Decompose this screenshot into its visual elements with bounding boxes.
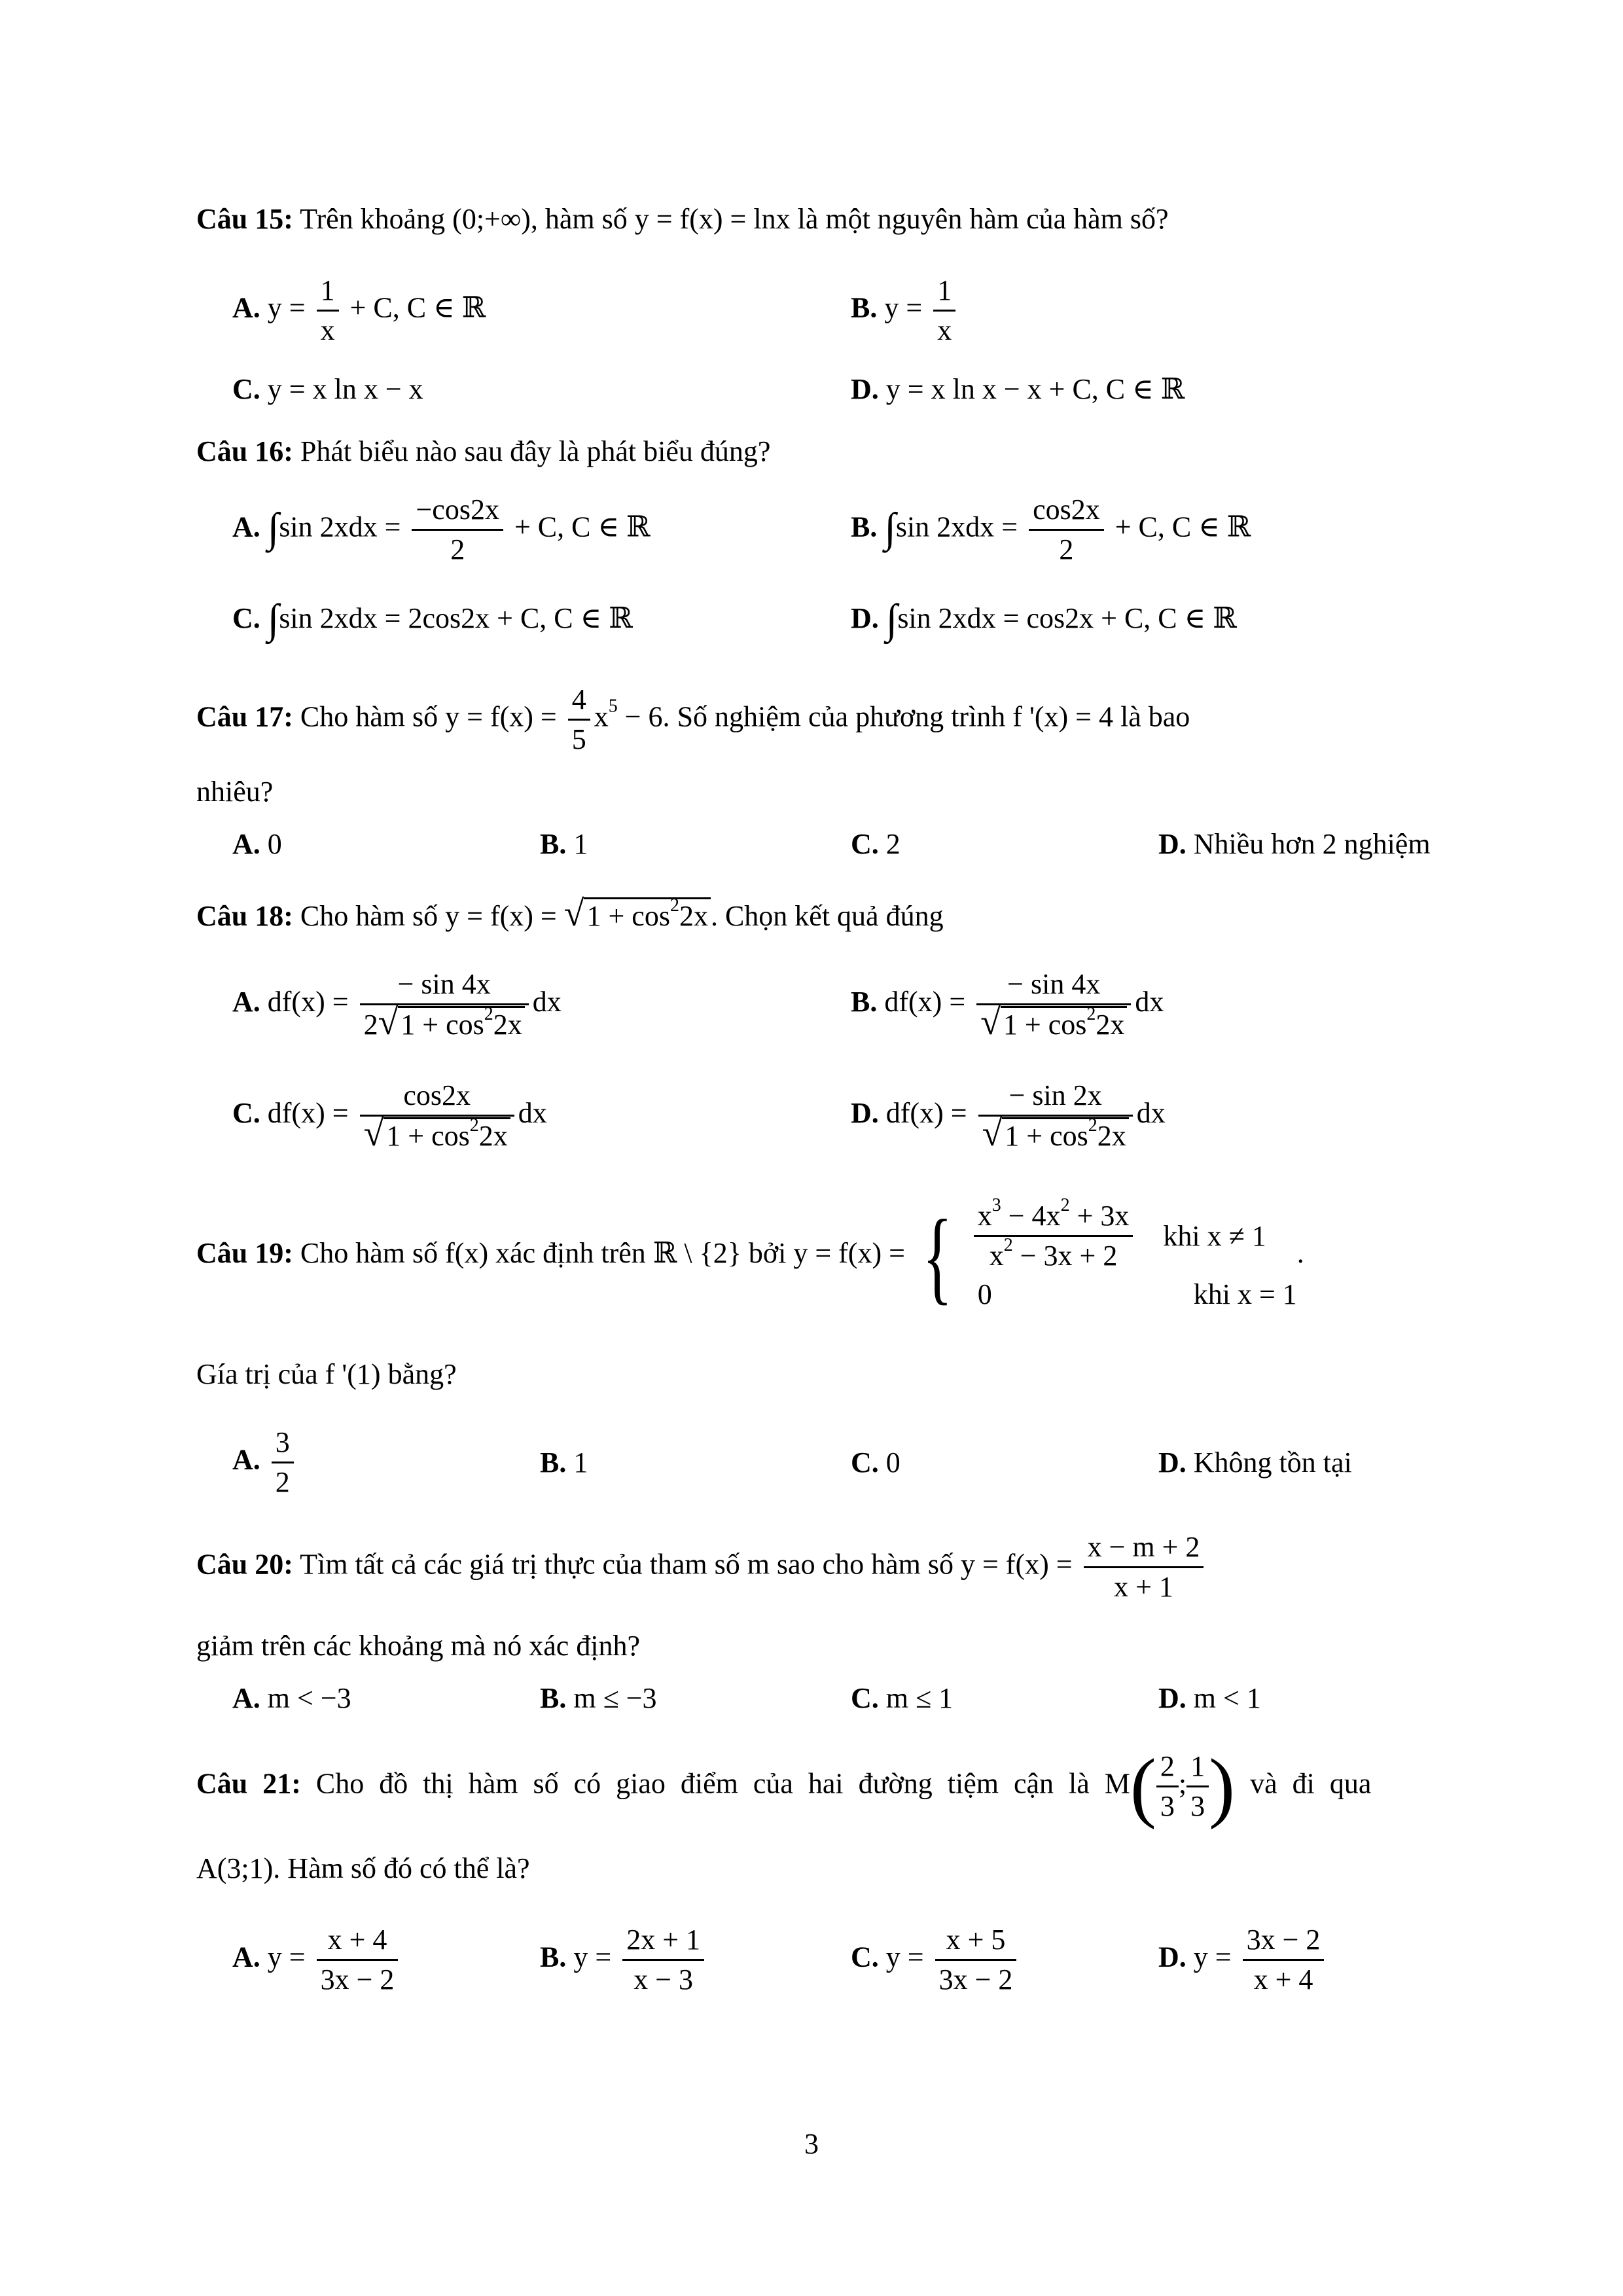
option-d (1158, 1921, 1328, 1999)
denominator: 2 (275, 1466, 290, 1498)
fraction (317, 1921, 399, 1999)
math-expr: y = f(x) = lnx (634, 203, 791, 235)
option-label: A. (232, 986, 260, 1018)
radicand-end: 2x (679, 900, 708, 932)
question-15 (196, 200, 1169, 239)
question-label: Câu 16: (196, 435, 293, 467)
exponent: 2 (1003, 1235, 1013, 1256)
fraction (568, 681, 590, 759)
option-label: D. (1158, 828, 1186, 860)
fraction (412, 491, 503, 569)
option-value: 0 (267, 828, 282, 860)
denominator: x (320, 314, 335, 346)
radicand-text: 1 + cos (386, 1120, 470, 1152)
question-label: Câu 19: (196, 1237, 293, 1269)
numerator: x − m + 2 (1084, 1528, 1204, 1568)
option-label: D. (851, 602, 879, 634)
option-c (851, 1679, 953, 1718)
option-d (851, 370, 1185, 409)
fraction (933, 272, 955, 350)
term: − 3x + 2 (1020, 1240, 1118, 1272)
numerator: 3 (272, 1424, 294, 1463)
option-b (851, 272, 959, 350)
option-a (232, 491, 651, 569)
exponent: 2 (669, 895, 679, 916)
term: x (989, 1240, 1004, 1272)
sqrt-icon: √ (363, 1113, 384, 1154)
numerator: 2 (1156, 1748, 1179, 1787)
question-text: Số nghiệm của phương trình (677, 700, 1006, 733)
question-text: bằng? (387, 1358, 457, 1390)
math-expr: sin 2xdx = cos2x + C, C ∈ ℝ (897, 602, 1237, 634)
numerator: 1 (1186, 1748, 1209, 1787)
question-17 (196, 681, 1190, 759)
option-label: C. (851, 1446, 879, 1479)
option-a (232, 1921, 402, 1999)
radicand (1002, 1117, 1128, 1153)
sqrt-icon: √ (980, 1002, 1001, 1043)
option-label: B. (851, 986, 878, 1018)
option-c (232, 596, 633, 642)
option-value: m ≤ −3 (573, 1682, 657, 1714)
math-expr: sin 2xdx = 2cos2x + C, C ∈ ℝ (279, 602, 633, 634)
option-value: Nhiều hơn 2 nghiệm (1193, 828, 1431, 860)
case-condition: khi x = 1 (1193, 1278, 1297, 1311)
term: + 3x (1077, 1200, 1130, 1232)
math-expr: + C, C ∈ ℝ (349, 291, 486, 324)
integral-sign: ∫ (884, 504, 896, 551)
math-expr: − 6. (624, 700, 670, 733)
option-value: m < −3 (267, 1682, 351, 1714)
denominator: x (937, 314, 952, 346)
punctuation: . (1296, 1237, 1304, 1269)
fraction (1243, 1921, 1325, 1999)
math-expr: df(x) = (885, 1097, 967, 1130)
option-d (1158, 1443, 1352, 1482)
case-value: 0 (977, 1278, 992, 1311)
denominator: x − 3 (633, 1964, 694, 1996)
option-b (540, 1921, 708, 1999)
math-expr: + C, C ∈ ℝ (514, 511, 651, 543)
exponent: 2 (1060, 1195, 1070, 1216)
radicand-text: 1 + cos (586, 900, 670, 932)
question-text: hàm số (544, 203, 628, 235)
fraction (272, 1424, 294, 1501)
option-c (232, 370, 423, 409)
question-19-continued (196, 1355, 457, 1394)
fraction (360, 1077, 514, 1155)
math-expr: dx (1135, 986, 1164, 1018)
numerator: 1 (933, 272, 955, 312)
radicand (584, 897, 710, 933)
option-c (851, 1921, 1020, 1999)
option-b (540, 1443, 588, 1482)
option-label: A. (232, 1443, 260, 1476)
option-value: Không tồn tại (1193, 1446, 1352, 1479)
option-label: D. (1158, 1682, 1186, 1714)
denominator: 3 (1190, 1790, 1205, 1822)
denominator: 2 (1059, 533, 1074, 565)
numerator: −cos2x (412, 491, 503, 531)
numerator: 4 (568, 681, 590, 721)
option-label: C. (232, 373, 260, 405)
exponent: 2 (469, 1115, 479, 1136)
denominator: 2 (450, 533, 465, 565)
math-expr: + C, C ∈ ℝ (1115, 511, 1251, 543)
math-expr: dx (1136, 1097, 1166, 1130)
integral-sign: ∫ (267, 504, 279, 551)
right-paren-icon: ) (1209, 1742, 1236, 1830)
math-expr: y = (267, 1941, 306, 1973)
question-16 (196, 432, 770, 471)
question-text: bởi (748, 1237, 787, 1269)
fraction (1156, 1748, 1179, 1825)
sqrt-icon: √ (563, 893, 584, 934)
math-var: x (594, 700, 609, 733)
question-20-continued (196, 1626, 640, 1666)
radicand-text: 1 + cos (401, 1009, 484, 1041)
question-18 (196, 893, 944, 936)
option-c (851, 825, 901, 864)
numerator (974, 1197, 1133, 1237)
question-text: xác định trên (495, 1237, 646, 1269)
question-text: là bao (1120, 700, 1190, 733)
exponent: 5 (608, 696, 618, 717)
question-label: Câu 17: (196, 700, 293, 733)
option-d (1158, 1679, 1261, 1718)
sqrt-icon: √ (982, 1113, 1003, 1154)
option-label: C. (232, 602, 260, 634)
left-paren-icon: ( (1130, 1742, 1156, 1830)
exponent: 2 (1088, 1115, 1097, 1136)
question-21 (196, 1742, 1372, 1830)
question-text: Tìm tất cả các giá trị thực của tham số m sao cho hàm số (300, 1548, 954, 1581)
radicand (398, 1006, 524, 1042)
option-label: B. (540, 1446, 567, 1479)
question-text: nhiêu? (196, 776, 274, 808)
option-d (1158, 825, 1431, 864)
radicand-text: 1 + cos (1005, 1120, 1088, 1152)
option-c (851, 1443, 901, 1482)
option-a (232, 1424, 298, 1501)
option-value: 0 (885, 1446, 901, 1479)
option-label: C. (851, 1682, 879, 1714)
denominator: x + 1 (1114, 1571, 1173, 1603)
exponent: 2 (1086, 1004, 1096, 1024)
fraction (935, 1921, 1017, 1999)
question-text: Phát biểu nào sau đây là phát biểu đúng? (300, 435, 771, 467)
math-expr: df(x) = (267, 986, 349, 1018)
math-expr: y = (267, 291, 306, 324)
math-expr: f '(x) = 4 (1012, 700, 1113, 733)
option-label: A. (232, 291, 260, 324)
math-expr: dx (518, 1097, 547, 1130)
math-expr: f '(1) (325, 1358, 381, 1390)
fraction (360, 965, 529, 1044)
option-label: C. (851, 1941, 879, 1973)
numerator: − sin 4x (976, 965, 1131, 1005)
question-label: Câu 20: (196, 1548, 293, 1581)
denominator (978, 1113, 1133, 1155)
term: − 4x (1008, 1200, 1061, 1232)
math-expr: dx (532, 986, 562, 1018)
radicand-end: 2x (478, 1120, 508, 1152)
denominator: x + 4 (1253, 1964, 1313, 1996)
option-value: 1 (573, 1446, 588, 1479)
option-label: D. (851, 1097, 879, 1130)
exponent: 3 (991, 1195, 1001, 1216)
math-expr: y = f(x) = (960, 1548, 1073, 1581)
page-number: 3 (804, 2128, 819, 2160)
question-text: Cho đồ thị hàm số có giao điểm của hai đường tiệm cận là (315, 1767, 1090, 1800)
option-label: C. (851, 828, 879, 860)
denominator (360, 1002, 529, 1044)
denominator (360, 1113, 514, 1155)
option-label: A. (232, 1682, 260, 1714)
math-expr: y = f(x) = (445, 700, 557, 733)
option-label: B. (540, 1941, 567, 1973)
math-expr: y = x ln x − x + C, C ∈ ℝ (885, 373, 1185, 405)
fraction (317, 272, 339, 350)
numerator: − sin 2x (978, 1077, 1133, 1117)
denominator (976, 1002, 1131, 1044)
option-a (232, 272, 486, 350)
term: x (977, 1200, 992, 1232)
question-label: Câu 15: (196, 203, 293, 235)
fraction (978, 1077, 1133, 1155)
radicand-text: 1 + cos (1003, 1009, 1087, 1041)
fraction (622, 1921, 704, 1999)
option-value: m < 1 (1193, 1682, 1261, 1714)
option-b (540, 825, 588, 864)
option-b (851, 491, 1251, 569)
numerator: 1 (317, 272, 339, 312)
option-label: B. (540, 1682, 567, 1714)
option-label: A. (232, 1941, 260, 1973)
option-label: D. (1158, 1446, 1186, 1479)
math-expr: y = f(x) = (793, 1237, 905, 1269)
numerator: cos2x (1029, 491, 1104, 531)
exponent: 2 (484, 1004, 493, 1024)
option-b (851, 965, 1164, 1044)
question-text: Cho hàm số (300, 1237, 438, 1269)
integral-sign: ∫ (885, 596, 898, 642)
question-text: A(3;1). Hàm số đó có thể là? (196, 1852, 530, 1884)
math-expr: y = (884, 291, 923, 324)
math-expr: y = (1193, 1941, 1232, 1973)
case-row-2 (970, 1275, 1297, 1314)
option-value: 2 (885, 828, 901, 860)
option-a (232, 825, 282, 864)
denominator-coef: 2 (363, 1009, 378, 1041)
numerator: 3x − 2 (1243, 1921, 1325, 1961)
question-text: giảm trên các khoảng mà nó xác định? (196, 1630, 641, 1662)
fraction (1029, 491, 1104, 569)
math-expr: ℝ \ {2} (652, 1237, 741, 1269)
question-text: Cho hàm số (300, 700, 438, 733)
option-b (540, 1679, 657, 1718)
option-label: A. (232, 511, 260, 543)
math-expr: df(x) = (267, 1097, 349, 1130)
question-text: . Chọn kết quả đúng (710, 900, 944, 932)
radicand-end: 2x (1097, 1120, 1126, 1152)
question-label: Câu 21: (196, 1767, 301, 1800)
math-expr: f(x) (445, 1237, 489, 1269)
fraction (976, 965, 1131, 1044)
math-expr: (0;+∞), (452, 203, 538, 235)
denominator: 5 (571, 723, 586, 755)
math-expr: sin 2xdx = (279, 511, 401, 543)
option-value: m ≤ 1 (885, 1682, 954, 1714)
fraction (974, 1197, 1133, 1275)
radicand-end: 2x (493, 1009, 522, 1041)
math-expr: y = x ln x − x (267, 373, 423, 405)
denominator: 3x − 2 (320, 1964, 395, 1996)
option-label: B. (540, 828, 567, 860)
question-text: Gía trị của (196, 1358, 318, 1390)
denominator (974, 1237, 1133, 1275)
option-a (232, 1679, 351, 1718)
question-text: Cho hàm số (300, 900, 438, 932)
math-expr: y = (885, 1941, 924, 1973)
option-label: D. (851, 373, 879, 405)
option-label: B. (851, 291, 878, 324)
math-expr: y = (573, 1941, 612, 1973)
case-condition: khi x ≠ 1 (1163, 1219, 1266, 1252)
radicand (383, 1117, 510, 1153)
question-19 (196, 1188, 1304, 1319)
question-label: Câu 18: (196, 900, 293, 932)
radicand-end: 2x (1096, 1009, 1125, 1041)
point-name: M (1104, 1767, 1130, 1800)
option-label: D. (1158, 1941, 1186, 1973)
numerator: x + 5 (935, 1921, 1017, 1961)
option-d (851, 1077, 1166, 1155)
denominator: 3x − 2 (938, 1964, 1013, 1996)
option-label: A. (232, 828, 260, 860)
piecewise-cases (970, 1197, 1297, 1314)
option-label: B. (851, 511, 878, 543)
numerator: 2x + 1 (622, 1921, 704, 1961)
numerator: − sin 4x (360, 965, 529, 1005)
radicand (1001, 1006, 1127, 1042)
option-c (232, 1077, 547, 1155)
question-text: và đi qua (1250, 1767, 1372, 1800)
math-expr: df(x) = (884, 986, 966, 1018)
option-label: C. (232, 1097, 260, 1130)
math-expr: sin 2xdx = (895, 511, 1018, 543)
numerator: cos2x (360, 1077, 514, 1117)
question-20 (196, 1528, 1207, 1606)
option-a (232, 965, 562, 1044)
separator: ; (1178, 1767, 1187, 1800)
integral-sign: ∫ (267, 596, 279, 642)
sqrt-icon: √ (378, 1002, 399, 1043)
case-row-1 (970, 1197, 1297, 1275)
math-expr: y = f(x) = (445, 900, 557, 932)
question-17-continued (196, 772, 273, 812)
option-d (851, 596, 1237, 642)
question-text: là một nguyên hàm của hàm số? (797, 203, 1169, 235)
option-value: 1 (573, 828, 588, 860)
left-brace-icon: { (922, 1197, 953, 1314)
fraction (1084, 1528, 1204, 1606)
fraction (1186, 1748, 1209, 1825)
question-text: Trên khoảng (300, 203, 446, 235)
numerator: x + 4 (317, 1921, 399, 1961)
denominator: 3 (1160, 1790, 1175, 1822)
question-21-continued (196, 1849, 530, 1888)
